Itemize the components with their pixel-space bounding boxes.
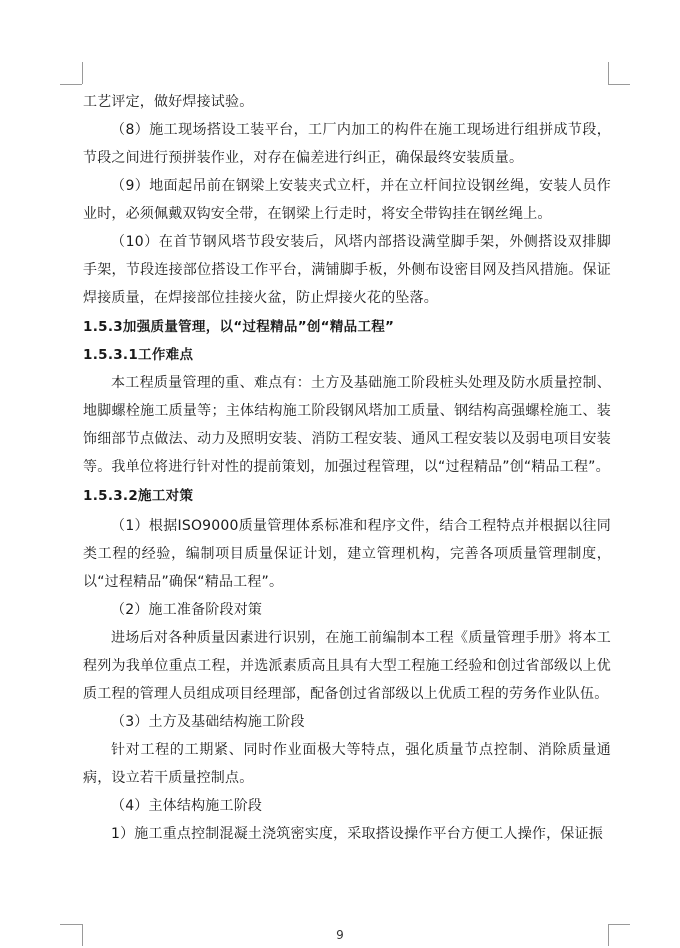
paragraph: （2）施工准备阶段对策 — [111, 602, 263, 618]
paragraph: 本工程质量管理的重、难点有：土方及基础施工阶段桩头处理及防水质量控制、地脚螺栓施工质量等；主体结构施工阶段钢风塔加工质量、钢结构高强螺栓施工、装饰细部节点做法、动力及照明安装、消防工程安装、通风工程安装以及弱电项目安装等。我单位将进行针对性的提前策划，加强过程管理，以“过程精品”创“精品工程”。 — [83, 375, 611, 475]
paragraph: （8）施工现场搭设工装平台，工厂内加工的构件在施工现场进行组拼成节段，节段之间进行预拼装作业，对存在偏差进行纠正，确保最终安装质量。 — [83, 122, 611, 166]
crop-mark-top-right-h — [608, 84, 630, 85]
crop-mark-top-left-h — [60, 84, 82, 85]
paragraph: 进场后对各种质量因素进行识别，在施工前编制本工程《质量管理手册》将本工程列为我单位重点工程，并选派素质高且具有大型工程施工经验和创过省部级以上优质工程的管理人员组成项目经理部，配备创过省部级以上优质工程的劳务作业队伍。 — [83, 630, 611, 702]
paragraph: 工艺评定，做好焊接试验。 — [83, 94, 254, 110]
subsection-heading: 1.5.3.1工作难点 — [83, 347, 194, 363]
paragraph: （3）土方及基础结构施工阶段 — [111, 714, 305, 730]
crop-mark-top-left-v — [82, 62, 83, 84]
crop-mark-top-right-v — [608, 62, 609, 84]
crop-mark-bottom-right-h — [608, 924, 630, 925]
section-heading: 1.5.3加强质量管理，以“过程精品”创“精品工程” — [83, 319, 395, 335]
document-body — [83, 88, 611, 848]
paragraph: 1）施工重点控制混凝土浇筑密实度，采取搭设操作平台方便工人操作，保证振 — [111, 826, 603, 842]
page-number: 9 — [336, 928, 344, 942]
subsection-heading: 1.5.3.2施工对策 — [83, 488, 194, 504]
paragraph: （10）在首节钢风塔节段安装后，风塔内部搭设满堂脚手架，外侧搭设双排脚手架，节段连接部位搭设工作平台，满铺脚手板，外侧布设密目网及挡风措施。保证焊接质量，在焊接部位挂接火盆，防止焊接火花的坠落。 — [83, 234, 611, 306]
paragraph: 针对工程的工期紧、同时作业面极大等特点，强化质量节点控制、消除质量通病，设立若干质量控制点。 — [83, 742, 611, 786]
paragraph: （1）根据ISO9000质量管理体系标准和程序文件，结合工程特点并根据以往同类工程的经验，编制项目质量保证计划，建立管理机构，完善各项质量管理制度，以“过程精品”确保“精品工程”。 — [83, 518, 611, 590]
paragraph: （9）地面起吊前在钢梁上安装夹式立杆，并在立杆间拉设钢丝绳，安装人员作业时，必须佩戴双钩安全带，在钢梁上行走时，将安全带钩挂在钢丝绳上。 — [83, 178, 611, 222]
crop-mark-bottom-left-h — [60, 924, 82, 925]
paragraph: （4）主体结构施工阶段 — [111, 798, 263, 814]
